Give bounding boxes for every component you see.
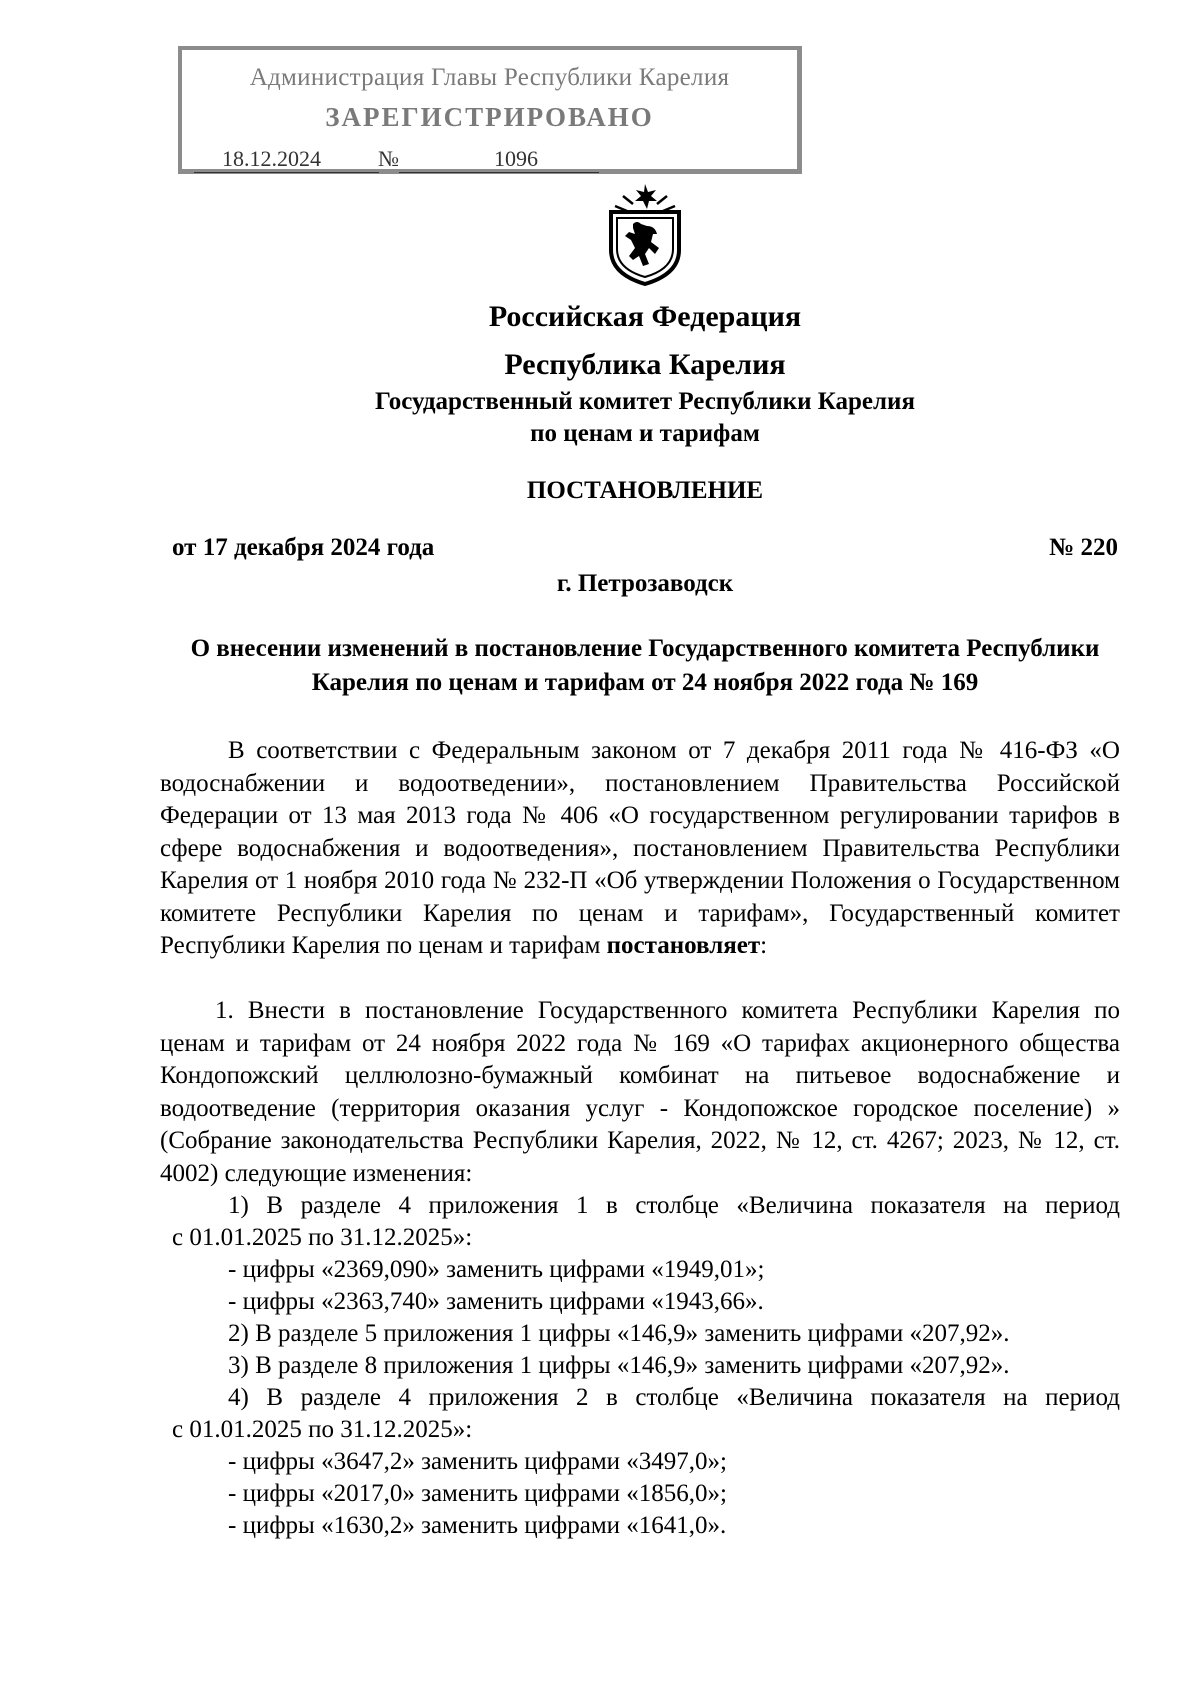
- stamp-number: 1096: [494, 146, 538, 171]
- preamble-colon: :: [760, 932, 768, 959]
- preamble-text: В соответствии с Федеральным законом от 7 декабря 2011 года № 416-ФЗ «О водоснабжении и водоотведении», постановлением Правительства Российской Федерации от 13 мая 2013 года № 406 «О государственном регулировании тарифов в сфере водоснабжения и водоотведения», постановлением Правительства Республики Карелия от 1 ноября 2010 года № 232-П «Об утверждении Положения о Государственном комитете Республики Карелия по ценам и тарифам», Государственный комитет Республики Карелия по ценам и тарифам: [160, 737, 1120, 959]
- document-subject: О внесении изменений в постановление Государственного комитета Республики Карелия по ценам и тарифам от 24 ноября 2022 года № 169: [190, 635, 1100, 696]
- preamble-paragraph: [160, 735, 1120, 963]
- item-4-line-2: с 01.01.2025 по 31.12.2025»:: [172, 1416, 473, 1443]
- country-title: Российская Федерация: [488, 300, 802, 333]
- coat-of-arms-icon: [603, 182, 687, 286]
- item-1-change-b: - цифры «2363,740» заменить цифрами «1943,66».: [228, 1288, 764, 1315]
- republic-title: Республика Карелия: [504, 348, 786, 381]
- stamp-status: ЗАРЕГИСТРИРОВАНО: [325, 102, 654, 132]
- preamble-resolves: постановляет: [606, 932, 761, 959]
- item-1-line-1: 1) В разделе 4 приложения 1 в столбце «Величина показателя на период: [228, 1192, 1120, 1219]
- document-city: г. Петрозаводск: [556, 570, 734, 597]
- document-number: № 220: [1049, 534, 1118, 561]
- stamp-number-sign: №: [378, 146, 399, 171]
- item-2: 2) В разделе 5 приложения 1 цифры «146,9» заменить цифрами «207,92».: [228, 1320, 1010, 1347]
- item-1-change-a: - цифры «2369,090» заменить цифрами «1949,01»;: [228, 1256, 765, 1283]
- document-type: ПОСТАНОВЛЕНИЕ: [526, 477, 764, 504]
- item-4-change-c: - цифры «1630,2» заменить цифрами «1641,0».: [228, 1512, 727, 1539]
- item-1-line-2: с 01.01.2025 по 31.12.2025»:: [172, 1224, 473, 1251]
- item-3: 3) В разделе 8 приложения 1 цифры «146,9» заменить цифрами «207,92».: [228, 1352, 1010, 1379]
- stamp-organization: Администрация Главы Республики Карелия: [249, 64, 730, 91]
- item-4-change-b: - цифры «2017,0» заменить цифрами «1856,0»;: [228, 1480, 727, 1507]
- document-date: от 17 декабря 2024 года: [172, 534, 435, 561]
- committee-title-line2: по ценам и тарифам: [530, 420, 760, 447]
- item-4-line-1: 4) В разделе 4 приложения 2 в столбце «Величина показателя на период: [228, 1384, 1120, 1411]
- committee-title-line1: Государственный комитет Республики Карелия: [375, 388, 915, 415]
- stamp-date: 18.12.2024: [222, 146, 321, 171]
- registration-stamp: [178, 46, 802, 174]
- item-4-change-a: - цифры «3647,2» заменить цифрами «3497,0»;: [228, 1448, 727, 1475]
- point-1-paragraph: 1. Внести в постановление Государственного комитета Республики Карелия по ценам и тарифам от 24 ноября 2022 года № 169 «О тарифах акционерного общества Кондопожский целлюлозно-бумажный комбинат на питьевое водоснабжение и водоотведение (территория оказания услуг - Кондопожское городское поселение) » (Собрание законодательства Республики Карелия, 2022, № 12, ст. 4267; 2023, № 12, ст. 4002) следующие изменения:: [160, 997, 1120, 1187]
